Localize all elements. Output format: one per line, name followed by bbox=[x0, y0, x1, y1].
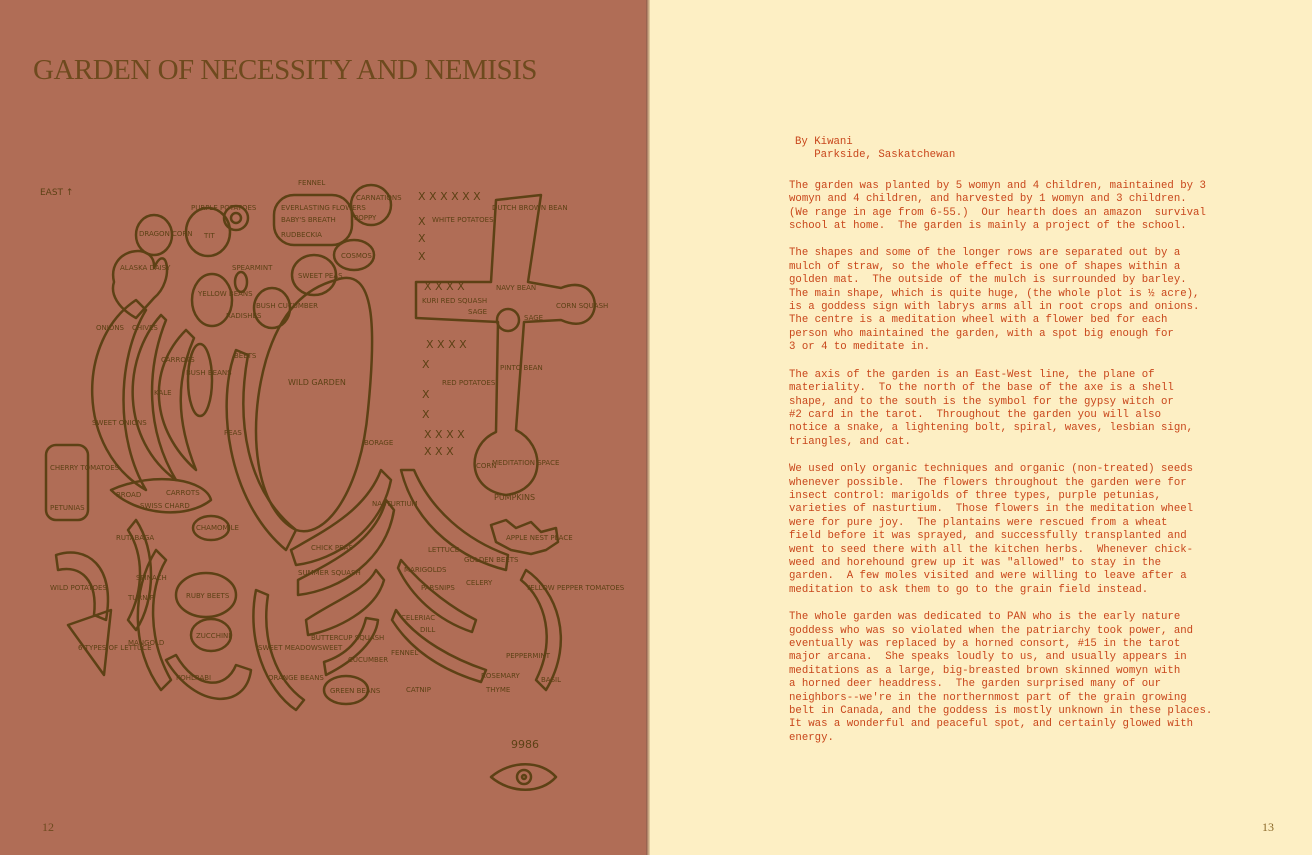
map-label-carrots-2: CARROTS bbox=[166, 489, 200, 497]
paragraph: We used only organic techniques and organic (non-treated) seeds whenever possible. The flowers throughout the garden were for insect control: marigolds of three types, purple petunias, varieties of nasturtium. Those flowers in the meditation wheel were for pure joy. The plantains were rescued from a wheat field before it was sprayed, and successfully transplanted and went to seed there with all the kitchen herbs. Whenever chick- weed and horehound grew up it was "allowed" to stay in the garden. A few moles visited and were willing to leave after a meditation to ask them to go to the grain field instead. bbox=[789, 463, 1194, 596]
map-label-sweet-meadowsweet: SWEET MEADOWSWEET bbox=[258, 644, 343, 652]
page-title: GARDEN OF NECESSITY AND NEMISIS bbox=[33, 54, 537, 86]
map-label-red-potatoes: RED POTATOES bbox=[442, 379, 496, 387]
map-label-carrots: CARROTS bbox=[161, 356, 195, 364]
map-label-broad: BROAD bbox=[116, 491, 142, 499]
map-label-chives: CHIVES bbox=[132, 324, 158, 332]
map-label-kuri-red-squash: KURI RED SQUASH bbox=[422, 297, 488, 305]
bed-lettuce bbox=[401, 470, 508, 570]
map-label-onions: ONIONS bbox=[96, 324, 124, 332]
paragraph: The whole garden was dedicated to PAN who is the early nature goddess who was so violated when the patriarchy took power, and eventually was replaced by a horned consort, #15 in the tarot major arcana. She speaks loudly to us, and usually appears in meditations as a large, big-breasted brown skinned womyn with a horned deer headdress. The garden surprised many of our neighbors--we're in the northernmost part of the grain growing belt in Canada, and the goddess is mostly unknown in these places. It was a wonderful and peaceful spot, and certainly glowed with energy. bbox=[789, 611, 1213, 744]
map-label-signature: 9986 bbox=[511, 738, 539, 751]
eye-spiral-inner bbox=[522, 775, 526, 779]
map-label-pinto-bean: PINTO BEAN bbox=[500, 364, 543, 372]
map-label-white-potatoes: WHITE POTATOES bbox=[432, 216, 494, 224]
x-marks-col3: X bbox=[418, 250, 426, 263]
x-marks-row5: X X X bbox=[424, 445, 454, 458]
map-label-rosemary: ROSEMARY bbox=[481, 672, 520, 680]
map-label-beets: BEETS bbox=[234, 352, 257, 360]
map-label-corn-squash: CORN SQUASH bbox=[556, 302, 609, 310]
map-label-chick-peas: CHICK PEAS bbox=[311, 544, 353, 552]
x-marks-row2: X X X X bbox=[424, 280, 465, 293]
map-label-navy-bean: NAVY BEAN bbox=[496, 284, 537, 292]
map-label-green-beans: GREEN BEANS bbox=[330, 687, 381, 695]
map-label-wild-garden: WILD GARDEN bbox=[288, 378, 346, 387]
map-label-mangold: MANGOLD bbox=[128, 639, 165, 647]
map-label-peppermint: PEPPERMINT bbox=[506, 652, 550, 660]
eye-spiral bbox=[517, 770, 531, 784]
bed-bush-beans bbox=[188, 344, 212, 416]
x-marks-col1: X bbox=[418, 215, 426, 228]
bed-alaska-daisy bbox=[113, 251, 167, 318]
map-label-chamomile: CHAMOMILE bbox=[196, 524, 239, 532]
map-label-wild-potatoes: WILD POTATOES bbox=[50, 584, 107, 592]
map-label-zucchini: ZUCCHINI bbox=[196, 632, 231, 640]
map-label-summer-squash: SUMMER SQUASH bbox=[298, 569, 361, 577]
map-label-everlasting: EVERLASTING FLOWERS bbox=[281, 204, 366, 212]
map-label-turnip: TURNIP bbox=[128, 594, 154, 602]
spiral-dot bbox=[231, 213, 241, 223]
map-label-celeriac: CELERIAC bbox=[401, 614, 436, 622]
map-label-sage-left: SAGE bbox=[468, 308, 488, 316]
map-label-pumpkins: PUMPKINS bbox=[494, 493, 536, 502]
bed-chives-crescent bbox=[133, 315, 176, 480]
x-marks-row3: X X X X bbox=[426, 338, 467, 351]
map-label-carnations: CARNATIONS bbox=[356, 194, 402, 202]
map-label-radishes: RADISHES bbox=[226, 312, 262, 320]
map-label-seven-types-lettuce: 6 TYPES OF LETTUCE bbox=[78, 644, 152, 652]
map-label-yellow-pepper-tomatoes: YELLOW PEPPER TOMATOES bbox=[526, 584, 625, 592]
paragraph: The garden was planted by 5 womyn and 4 children, maintained by 3 womyn and 4 children, and harvested by 1 womyn and 3 children. (We range in age from 6-55.) Our hearth does an amazon survival school at home. The garden is mainly a project of the school. bbox=[789, 179, 1206, 233]
map-label-bush-beans: BUSH BEANS bbox=[186, 369, 232, 377]
map-label-yellow-beans: YELLOW BEANS bbox=[198, 290, 253, 298]
page-number-left: 12 bbox=[42, 820, 54, 834]
paragraph: The shapes and some of the longer rows are separated out by a mulch of straw, so the whole effect is one of shapes within a golden mat. The outside of the mulch is surrounded by barley. The main shape, which is quite huge, (the whole plot is ½ acre), is a goddess sign with labrys arms all in root crops and onions. The centre is a meditation wheel with a flower bed for each person who maintained the garden, with a spot big enough for 3 or 4 to meditate in. bbox=[789, 247, 1200, 354]
x-marks-row1: X X X X X X bbox=[418, 190, 481, 203]
map-label-bush-cucumber: BUSH CUCUMBER bbox=[256, 302, 319, 310]
map-label-buttercup-squash: BUTTERCUP SQUASH bbox=[311, 634, 385, 642]
map-label-spearmint: SPEARMINT bbox=[232, 264, 273, 272]
map-label-rutabaga: RUTABAGA bbox=[116, 534, 155, 542]
map-label-celery: CELERY bbox=[466, 579, 493, 587]
map-label-compass: EAST ↑ bbox=[40, 188, 74, 198]
map-label-kale: KALE bbox=[154, 389, 172, 397]
meditation-wheel bbox=[497, 309, 519, 331]
map-label-alaska-daisy: ALASKA DAISY bbox=[120, 264, 171, 272]
x-marks-col6: X bbox=[422, 408, 430, 421]
map-label-nasturtium: NASTURTIUM bbox=[372, 500, 418, 508]
map-label-thyme: THYME bbox=[486, 686, 511, 694]
left-page bbox=[0, 0, 650, 855]
map-label-swiss-chard: SWISS CHARD bbox=[140, 502, 190, 510]
bed-wild-garden bbox=[256, 278, 372, 531]
map-label-cherry-tomatoes: CHERRY TOMATOES bbox=[50, 464, 120, 472]
map-label-kohlrabi: KOHLRABI bbox=[176, 674, 212, 682]
byline: By Kiwani Parkside, Saskatchewan bbox=[795, 136, 956, 162]
map-label-sweet-peas: SWEET PEAS bbox=[298, 272, 343, 280]
map-label-dragon-corn: DRAGON CORN bbox=[139, 230, 193, 238]
map-label-sage-right: SAGE bbox=[524, 314, 544, 322]
paragraph: The axis of the garden is an East-West line, the plane of materiality. To the north of the base of the axe is a shell shape, and to the south is the symbol for the gypsy witch or #2 card in the tarot. Throughout the garden you will also notice a snake, a lightening bolt, spiral, waves, lesbian sign, triangles, and cat. bbox=[789, 368, 1194, 448]
bed-small bbox=[235, 272, 247, 292]
map-label-fennel-2: FENNEL bbox=[391, 649, 419, 657]
map-label-meditation-space: MEDITATION SPACE bbox=[492, 459, 560, 467]
map-label-catnip: CATNIP bbox=[406, 686, 431, 694]
map-label-cosmos: COSMOS bbox=[341, 252, 372, 260]
map-label-basil: BASIL bbox=[541, 676, 561, 684]
x-marks-col2: X bbox=[418, 232, 426, 245]
map-label-tit: TIT bbox=[204, 232, 215, 240]
map-label-purple-potatoes: PURPLE POTATOES bbox=[191, 204, 257, 212]
x-marks-col5: X bbox=[422, 388, 430, 401]
map-label-dutch-brown-bean: DUTCH BROWN BEAN bbox=[492, 204, 568, 212]
page-number-right: 13 bbox=[1262, 820, 1274, 834]
map-label-rudbeckia: RUDBECKIA bbox=[281, 231, 322, 239]
map-label-corn: CORN bbox=[476, 462, 497, 470]
map-label-parsnips: PARSNIPS bbox=[421, 584, 455, 592]
map-label-dill: DILL bbox=[420, 626, 436, 634]
map-label-apple-nest: APPLE NEST PLACE bbox=[506, 534, 573, 542]
article-text bbox=[789, 136, 1229, 759]
map-label-borage: BORAGE bbox=[364, 439, 394, 447]
garden-map bbox=[36, 170, 626, 800]
map-label-cucumber: CUCUMBER bbox=[348, 656, 389, 664]
x-marks-row4: X X X X bbox=[424, 428, 465, 441]
eye-symbol bbox=[491, 764, 556, 790]
map-label-lettuce: LETTUCE bbox=[428, 546, 460, 554]
map-label-fennel: FENNEL bbox=[298, 179, 326, 187]
map-label-babys-breath: BABY'S BREATH bbox=[281, 216, 336, 224]
map-label-marigolds: MARIGOLDS bbox=[404, 566, 447, 574]
map-label-sweet-onions: SWEET ONIONS bbox=[92, 419, 147, 427]
map-label-spinach: SPINACH bbox=[136, 574, 167, 582]
map-label-ruby-beets: RUBY BEETS bbox=[186, 592, 230, 600]
map-label-peas: PEAS bbox=[224, 429, 242, 437]
map-label-poppy: POPPY bbox=[354, 214, 377, 222]
map-label-orange-beans: ORANGE BEANS bbox=[268, 674, 324, 682]
x-marks-col4: X bbox=[422, 358, 430, 371]
map-label-golden-beets: GOLDEN BEETS bbox=[464, 556, 519, 564]
map-label-petunias: PETUNIAS bbox=[50, 504, 85, 512]
